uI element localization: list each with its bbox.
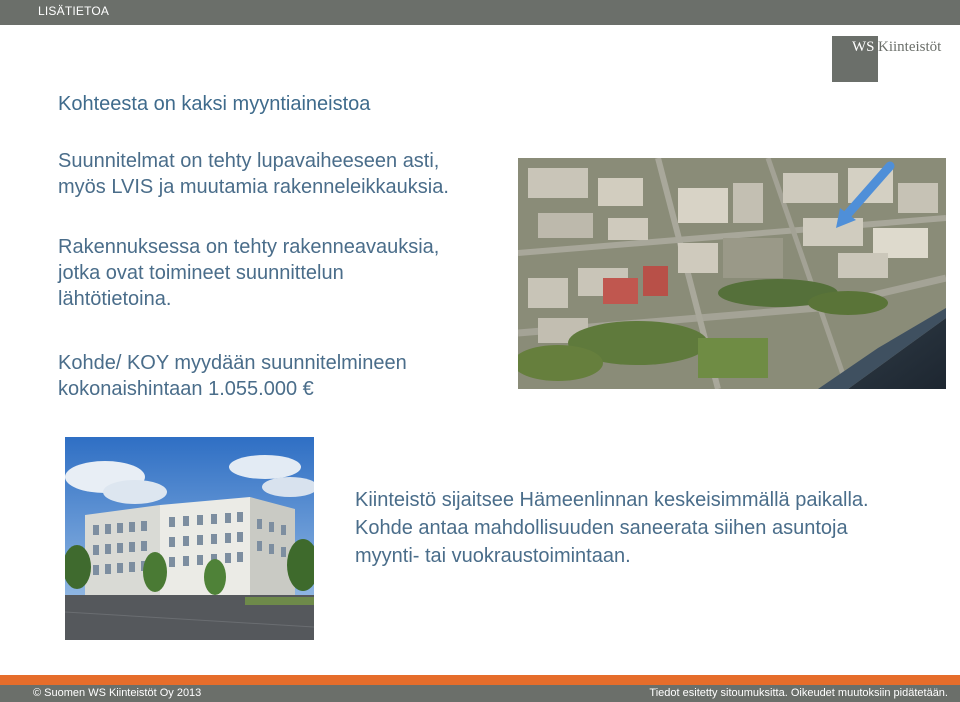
aerial-city-view xyxy=(518,158,946,389)
paragraph-line: Rakennuksessa on tehty rakenneavauksia, xyxy=(58,236,440,258)
heading xyxy=(58,91,370,117)
footer-bar xyxy=(0,685,960,702)
logo-name: Kiinteistöt xyxy=(878,39,942,55)
location-paragraph xyxy=(355,486,945,570)
paragraph-structure xyxy=(58,234,439,312)
paragraph-line: Kiinteistö sijaitsee Hämeenlinnan keskeisimmällä paikalla. xyxy=(355,489,869,511)
heading-text: Kohteesta on kaksi myyntiaineistoa xyxy=(58,93,371,115)
copyright-text: © Suomen WS Kiinteistöt Oy 2013 xyxy=(33,687,202,699)
price-line: kokonaishintaan 1.055.000 € xyxy=(58,378,314,400)
paragraph-line: Kohde antaa mahdollisuuden saneerata siihen asuntoja xyxy=(355,517,848,539)
ws-kiinteistot-logo xyxy=(832,36,950,82)
paragraph-plans xyxy=(58,148,449,200)
paragraph-line: jotka ovat toimineet suunnittelun xyxy=(58,262,344,284)
section-title: LISÄTIETOA xyxy=(38,4,110,18)
paragraph-line: myynti- tai vuokraustoimintaan. xyxy=(355,545,631,567)
logo-mark: WS xyxy=(852,39,875,55)
paragraph-price xyxy=(58,350,407,402)
header-bar xyxy=(0,0,960,25)
paragraph-line: Suunnitelmat on tehty lupavaiheeseen asti, xyxy=(58,150,440,172)
disclaimer-text: Tiedot esitetty sitoumuksitta. Oikeudet muutoksiin pidätetään. xyxy=(649,687,948,699)
building-render-image xyxy=(65,437,314,640)
paragraph-line: lähtötietoina. xyxy=(58,288,172,310)
aerial-photo xyxy=(518,158,946,389)
paragraph-line: Kohde/ KOY myydään suunnitelmineen xyxy=(58,352,407,374)
footer-accent-bar xyxy=(0,675,960,685)
paragraph-line: myös LVIS ja muutamia rakenneleikkauksia. xyxy=(58,176,449,198)
building-rendering xyxy=(65,437,314,640)
